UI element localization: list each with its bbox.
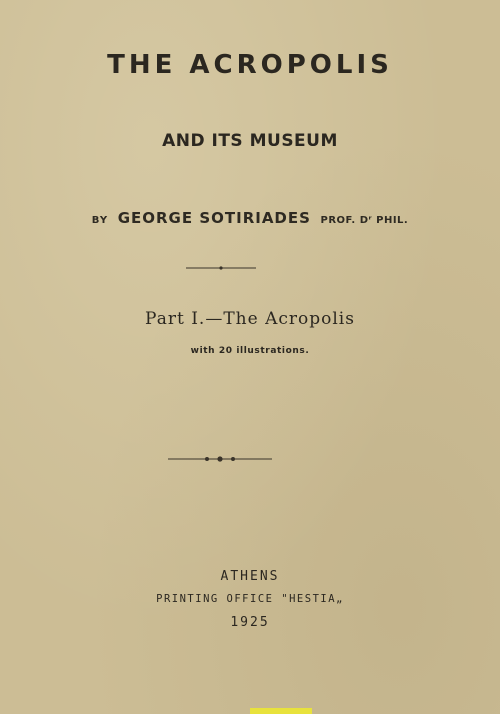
ornament-rule-top	[0, 262, 500, 274]
author-name: GEORGE SOTIRIADES	[117, 209, 311, 227]
author-credentials: PROF. Dʳ PHIL.	[320, 215, 409, 226]
imprint-year: 1925	[230, 615, 270, 630]
corner-color-mark	[250, 708, 312, 714]
imprint-printer: PRINTING OFFICE "HESTIA„	[156, 593, 344, 605]
part-heading: Part I.—The Acropolis	[145, 309, 355, 329]
imprint-city: ATHENS	[220, 569, 280, 584]
book-subtitle: AND ITS MUSEUM	[162, 131, 338, 151]
byline-by: BY	[91, 215, 109, 226]
book-title: THE ACROPOLIS	[107, 50, 393, 80]
author-byline	[0, 208, 500, 227]
ornament-rule-bottom	[0, 453, 500, 465]
illustrations-note: with 20 illustrations.	[190, 346, 310, 356]
